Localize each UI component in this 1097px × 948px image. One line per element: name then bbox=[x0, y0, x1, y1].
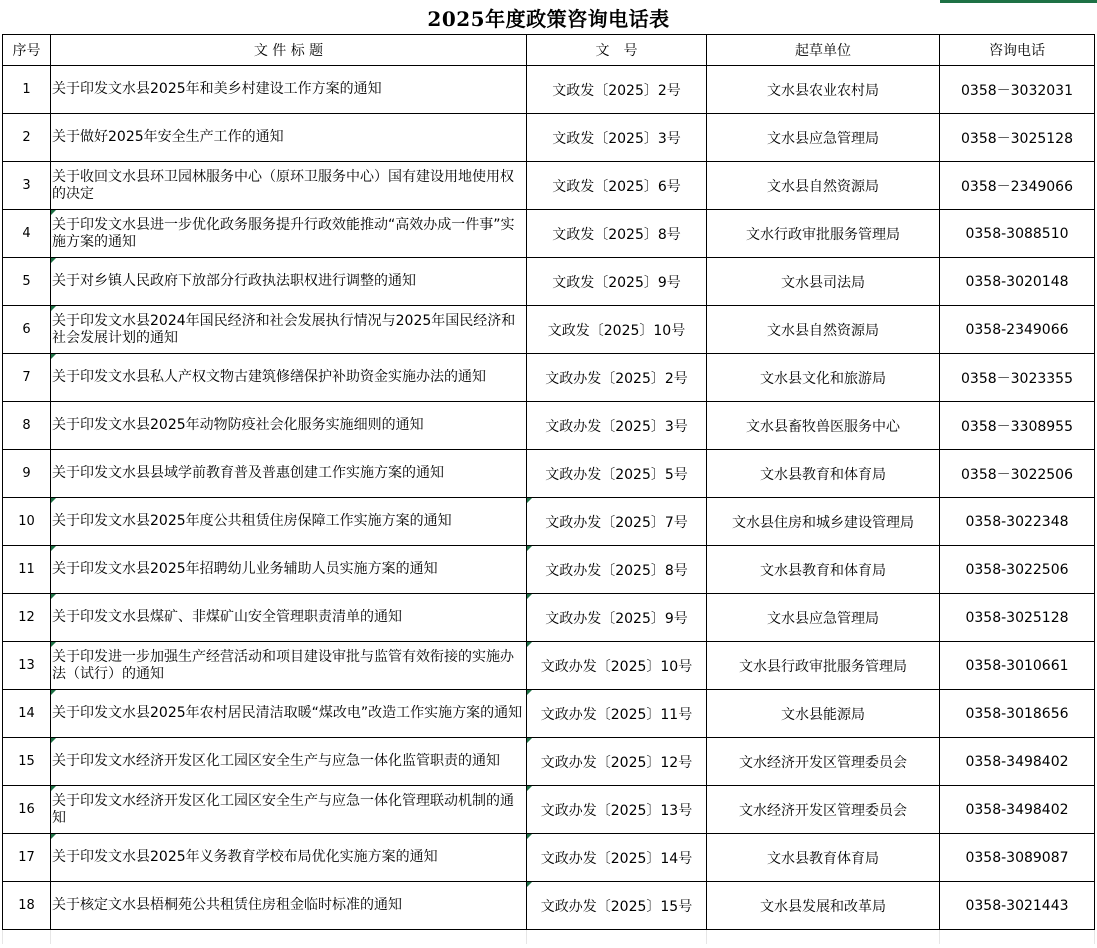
row-phone[interactable] bbox=[940, 594, 1095, 642]
row-index[interactable] bbox=[3, 834, 51, 882]
row-drafter[interactable] bbox=[707, 786, 940, 834]
row-doc-no[interactable] bbox=[527, 258, 707, 306]
row-drafter[interactable] bbox=[707, 354, 940, 402]
row-index-text: 1 bbox=[22, 82, 31, 97]
row-doc-title[interactable] bbox=[51, 306, 527, 354]
row-phone[interactable] bbox=[940, 834, 1095, 882]
row-drafter[interactable] bbox=[707, 546, 940, 594]
row-phone-text: 0358－3025128 bbox=[961, 130, 1073, 147]
row-index-text: 15 bbox=[18, 754, 35, 769]
row-index[interactable] bbox=[3, 402, 51, 450]
row-doc-title-text: 关于印发文水县2024年国民经济和社会发展执行情况与2025年国民经济和社会发展计划的通知 bbox=[52, 312, 516, 346]
row-index-text: 2 bbox=[22, 130, 31, 145]
row-doc-title[interactable] bbox=[51, 738, 527, 786]
row-drafter-text: 文水县司法局 bbox=[781, 274, 865, 291]
row-phone-text: 0358-3022506 bbox=[965, 561, 1069, 578]
sheet-title: 2025年度政策咨询电话表 bbox=[427, 7, 670, 31]
empty-cell[interactable] bbox=[707, 930, 940, 945]
row-doc-title-text: 关于印发文水县2025年动物防疫社会化服务实施细则的通知 bbox=[52, 417, 424, 433]
cell-indicator-icon bbox=[527, 882, 532, 887]
cell-indicator-icon bbox=[51, 258, 56, 263]
row-index[interactable] bbox=[3, 306, 51, 354]
row-drafter-text: 文水县住房和城乡建设管理局 bbox=[732, 514, 914, 531]
row-doc-no[interactable] bbox=[527, 498, 707, 546]
row-phone[interactable] bbox=[940, 786, 1095, 834]
row-doc-no-text: 文政发〔2025〕10号 bbox=[547, 322, 686, 339]
row-doc-title[interactable] bbox=[51, 450, 527, 498]
header-drafter[interactable]: 起草单位 bbox=[707, 35, 940, 66]
row-phone[interactable] bbox=[940, 690, 1095, 738]
row-index-text: 12 bbox=[18, 610, 35, 625]
row-doc-no-text: 文政办发〔2025〕10号 bbox=[540, 658, 693, 675]
cell-indicator-icon bbox=[527, 498, 532, 503]
row-index-text: 13 bbox=[18, 658, 35, 673]
table-row bbox=[3, 594, 1095, 642]
row-doc-no[interactable] bbox=[527, 546, 707, 594]
header-doc-title[interactable]: 文 件 标 题 bbox=[51, 35, 527, 66]
row-index-text: 17 bbox=[18, 850, 35, 865]
row-phone-text: 0358-3022348 bbox=[965, 513, 1069, 530]
row-doc-no-text: 文政办发〔2025〕14号 bbox=[540, 850, 693, 867]
row-doc-no[interactable] bbox=[527, 594, 707, 642]
row-doc-no-text: 文政办发〔2025〕7号 bbox=[545, 514, 688, 531]
cell-indicator-icon bbox=[527, 642, 532, 647]
cell-indicator-icon bbox=[527, 738, 532, 743]
row-index[interactable] bbox=[3, 210, 51, 258]
row-drafter-text: 文水经济开发区管理委员会 bbox=[739, 802, 907, 819]
row-index[interactable] bbox=[3, 594, 51, 642]
row-doc-no-text: 文政发〔2025〕3号 bbox=[552, 130, 681, 147]
row-doc-title-text: 关于做好2025年安全生产工作的通知 bbox=[52, 129, 284, 145]
row-doc-title[interactable] bbox=[51, 162, 527, 210]
row-phone-text: 0358-3498402 bbox=[965, 753, 1069, 770]
row-doc-title-text: 关于印发文水县煤矿、非煤矿山安全管理职责清单的通知 bbox=[52, 609, 402, 625]
row-index-text: 8 bbox=[22, 418, 31, 433]
row-doc-title[interactable] bbox=[51, 498, 527, 546]
row-doc-no[interactable] bbox=[527, 450, 707, 498]
cell-indicator-icon bbox=[51, 738, 56, 743]
table-body bbox=[3, 66, 1095, 945]
row-index[interactable] bbox=[3, 114, 51, 162]
header-row bbox=[3, 35, 1095, 66]
table-row bbox=[3, 786, 1095, 834]
row-index-text: 14 bbox=[18, 706, 35, 721]
row-phone[interactable] bbox=[940, 162, 1095, 210]
table-row bbox=[3, 642, 1095, 690]
row-doc-title[interactable] bbox=[51, 642, 527, 690]
row-doc-no[interactable] bbox=[527, 738, 707, 786]
row-doc-title-text: 关于印发文水县2025年义务教育学校布局优化实施方案的通知 bbox=[52, 849, 438, 865]
row-doc-title-text: 关于印发文水县2025年和美乡村建设工作方案的通知 bbox=[52, 81, 382, 97]
header-doc-no[interactable]: 文 号 bbox=[527, 35, 707, 66]
row-doc-title[interactable] bbox=[51, 690, 527, 738]
row-drafter-text: 文水县教育和体育局 bbox=[760, 562, 886, 579]
row-phone-text: 0358-3088510 bbox=[965, 225, 1069, 242]
row-doc-no[interactable] bbox=[527, 66, 707, 114]
row-drafter[interactable] bbox=[707, 834, 940, 882]
row-phone[interactable] bbox=[940, 402, 1095, 450]
row-doc-no-text: 文政发〔2025〕2号 bbox=[552, 82, 681, 99]
row-drafter-text: 文水县自然资源局 bbox=[767, 322, 879, 339]
cell-indicator-icon bbox=[51, 594, 56, 599]
table-row bbox=[3, 690, 1095, 738]
row-index[interactable] bbox=[3, 66, 51, 114]
row-doc-no[interactable] bbox=[527, 786, 707, 834]
row-doc-title[interactable] bbox=[51, 834, 527, 882]
row-drafter[interactable] bbox=[707, 258, 940, 306]
row-drafter[interactable] bbox=[707, 114, 940, 162]
cell-indicator-icon bbox=[527, 594, 532, 599]
cell-indicator-icon bbox=[51, 786, 56, 791]
table-row bbox=[3, 210, 1095, 258]
row-doc-title[interactable] bbox=[51, 786, 527, 834]
table-row bbox=[3, 498, 1095, 546]
row-phone-text: 0358－3022506 bbox=[961, 466, 1073, 483]
row-doc-no[interactable] bbox=[527, 210, 707, 258]
row-drafter-text: 文水县应急管理局 bbox=[767, 610, 879, 627]
row-phone[interactable] bbox=[940, 354, 1095, 402]
row-doc-no-text: 文政办发〔2025〕9号 bbox=[545, 610, 688, 627]
row-index[interactable] bbox=[3, 162, 51, 210]
header-index[interactable]: 序号 bbox=[3, 35, 51, 66]
row-doc-no[interactable] bbox=[527, 306, 707, 354]
row-doc-no-text: 文政发〔2025〕6号 bbox=[552, 178, 681, 195]
row-doc-no-text: 文政办发〔2025〕15号 bbox=[540, 898, 693, 915]
cell-indicator-icon bbox=[527, 786, 532, 791]
cell-indicator-icon bbox=[527, 834, 532, 839]
row-doc-title[interactable] bbox=[51, 114, 527, 162]
row-index-text: 7 bbox=[22, 370, 31, 385]
row-drafter[interactable] bbox=[707, 738, 940, 786]
table-row bbox=[3, 66, 1095, 114]
row-drafter[interactable] bbox=[707, 594, 940, 642]
row-phone[interactable] bbox=[940, 498, 1095, 546]
empty-cell[interactable] bbox=[940, 930, 1095, 945]
row-phone[interactable] bbox=[940, 546, 1095, 594]
row-doc-no-text: 文政发〔2025〕9号 bbox=[552, 274, 681, 291]
row-drafter-text: 文水行政审批服务管理局 bbox=[746, 226, 900, 243]
row-phone[interactable] bbox=[940, 258, 1095, 306]
row-doc-title[interactable] bbox=[51, 402, 527, 450]
row-doc-title-text: 关于印发文水经济开发区化工园区安全生产与应急一体化监管职责的通知 bbox=[52, 753, 500, 769]
row-doc-no-text: 文政办发〔2025〕8号 bbox=[545, 562, 688, 579]
row-index-text: 10 bbox=[18, 514, 35, 529]
row-doc-no[interactable] bbox=[527, 642, 707, 690]
row-phone-text: 0358-3010661 bbox=[965, 657, 1069, 674]
empty-cell[interactable] bbox=[527, 930, 707, 945]
row-doc-no-text: 文政办发〔2025〕3号 bbox=[545, 418, 688, 435]
row-phone[interactable] bbox=[940, 306, 1095, 354]
policy-phone-table bbox=[2, 34, 1095, 944]
row-phone[interactable] bbox=[940, 882, 1095, 930]
row-doc-title[interactable] bbox=[51, 258, 527, 306]
row-phone-text: 0358-3089087 bbox=[965, 849, 1069, 866]
row-drafter-text: 文水县行政审批服务管理局 bbox=[739, 658, 907, 675]
row-doc-no[interactable] bbox=[527, 354, 707, 402]
row-doc-title-text: 关于印发文水经济开发区化工园区安全生产与应急一体化管理联动机制的通知 bbox=[52, 792, 514, 826]
row-drafter-text: 文水县教育体育局 bbox=[767, 850, 879, 867]
row-phone-text: 0358-2349066 bbox=[965, 321, 1069, 338]
row-phone-text: 0358-3020148 bbox=[965, 273, 1069, 290]
row-doc-no[interactable] bbox=[527, 834, 707, 882]
row-index[interactable] bbox=[3, 354, 51, 402]
row-doc-no[interactable] bbox=[527, 402, 707, 450]
row-doc-no-text: 文政办发〔2025〕11号 bbox=[540, 706, 693, 723]
row-doc-no[interactable] bbox=[527, 162, 707, 210]
row-index-text: 3 bbox=[22, 178, 31, 193]
row-drafter-text: 文水县发展和改革局 bbox=[760, 898, 886, 915]
row-doc-no-text: 文政办发〔2025〕2号 bbox=[545, 370, 688, 387]
table-row bbox=[3, 450, 1095, 498]
row-doc-no-text: 文政发〔2025〕8号 bbox=[552, 226, 681, 243]
table-row bbox=[3, 834, 1095, 882]
cell-indicator-icon bbox=[527, 690, 532, 695]
row-drafter[interactable] bbox=[707, 66, 940, 114]
row-index-text: 11 bbox=[18, 562, 35, 577]
row-phone[interactable] bbox=[940, 114, 1095, 162]
row-drafter-text: 文水县文化和旅游局 bbox=[760, 370, 886, 387]
cell-indicator-icon bbox=[51, 354, 56, 359]
row-phone-text: 0358-3021443 bbox=[965, 897, 1069, 914]
table-row bbox=[3, 114, 1095, 162]
row-index[interactable] bbox=[3, 690, 51, 738]
row-doc-no[interactable] bbox=[527, 114, 707, 162]
row-index[interactable] bbox=[3, 498, 51, 546]
row-index[interactable] bbox=[3, 546, 51, 594]
row-phone[interactable] bbox=[940, 642, 1095, 690]
table-row bbox=[3, 258, 1095, 306]
cell-indicator-icon bbox=[51, 834, 56, 839]
table-row bbox=[3, 306, 1095, 354]
row-drafter[interactable] bbox=[707, 690, 940, 738]
row-doc-no[interactable] bbox=[527, 882, 707, 930]
cell-indicator-icon bbox=[51, 498, 56, 503]
row-doc-title[interactable] bbox=[51, 210, 527, 258]
row-drafter[interactable] bbox=[707, 210, 940, 258]
row-phone-text: 0358-3025128 bbox=[965, 609, 1069, 626]
row-index-text: 9 bbox=[22, 466, 31, 481]
row-phone-text: 0358-3018656 bbox=[965, 705, 1069, 722]
row-drafter-text: 文水县自然资源局 bbox=[767, 178, 879, 195]
row-phone-text: 0358-3498402 bbox=[965, 801, 1069, 818]
row-phone-text: 0358－3308955 bbox=[961, 418, 1073, 435]
row-doc-title-text: 关于印发文水县进一步优化政务服务提升行政效能推动“高效办成一件事”实施方案的通知 bbox=[52, 216, 515, 250]
row-doc-no-text: 文政办发〔2025〕5号 bbox=[545, 466, 688, 483]
row-doc-title[interactable] bbox=[51, 66, 527, 114]
empty-cell[interactable] bbox=[3, 930, 51, 945]
row-index-text: 16 bbox=[18, 802, 35, 817]
row-doc-title-text: 关于印发进一步加强生产经营活动和项目建设审批与监管有效衔接的实施办法（试行）的通知 bbox=[52, 648, 514, 682]
row-drafter-text: 文水县教育和体育局 bbox=[760, 466, 886, 483]
row-index-text: 6 bbox=[22, 322, 31, 337]
table-row bbox=[3, 546, 1095, 594]
row-drafter[interactable] bbox=[707, 882, 940, 930]
row-doc-title[interactable] bbox=[51, 594, 527, 642]
row-phone[interactable] bbox=[940, 210, 1095, 258]
row-doc-no-text: 文政办发〔2025〕12号 bbox=[540, 754, 693, 771]
row-drafter[interactable] bbox=[707, 498, 940, 546]
table-row bbox=[3, 354, 1095, 402]
row-phone-text: 0358－3023355 bbox=[961, 370, 1073, 387]
row-phone[interactable] bbox=[940, 450, 1095, 498]
row-doc-title[interactable] bbox=[51, 354, 527, 402]
empty-cell[interactable] bbox=[51, 930, 527, 945]
row-doc-title[interactable] bbox=[51, 546, 527, 594]
row-index[interactable] bbox=[3, 450, 51, 498]
row-drafter[interactable] bbox=[707, 642, 940, 690]
row-doc-no[interactable] bbox=[527, 690, 707, 738]
row-doc-title-text: 关于印发文水县2025年度公共租赁住房保障工作实施方案的通知 bbox=[52, 513, 452, 529]
cell-indicator-icon bbox=[51, 642, 56, 647]
table-row bbox=[3, 162, 1095, 210]
row-doc-title-text: 关于印发文水县私人产权文物古建筑修缮保护补助资金实施办法的通知 bbox=[52, 369, 486, 385]
row-drafter-text: 文水县应急管理局 bbox=[767, 130, 879, 147]
row-doc-title-text: 关于收回文水县环卫园林服务中心（原环卫服务中心）国有建设用地使用权的决定 bbox=[52, 168, 514, 202]
row-index-text: 4 bbox=[22, 226, 31, 241]
row-drafter[interactable] bbox=[707, 450, 940, 498]
table-row bbox=[3, 738, 1095, 786]
row-drafter[interactable] bbox=[707, 162, 940, 210]
row-doc-title-text: 关于印发文水县2025年农村居民清洁取暖“煤改电”改造工作实施方案的通知 bbox=[52, 705, 523, 721]
row-index-text: 18 bbox=[18, 898, 35, 913]
row-index[interactable] bbox=[3, 738, 51, 786]
row-index-text: 5 bbox=[22, 274, 31, 289]
row-drafter[interactable] bbox=[707, 402, 940, 450]
row-drafter-text: 文水经济开发区管理委员会 bbox=[739, 754, 907, 771]
row-doc-title[interactable] bbox=[51, 882, 527, 930]
row-doc-title-text: 关于印发文水县2025年招聘幼儿业务辅助人员实施方案的通知 bbox=[52, 561, 438, 577]
cell-indicator-icon bbox=[527, 546, 532, 551]
cell-indicator-icon bbox=[51, 210, 56, 215]
table-row bbox=[3, 402, 1095, 450]
row-phone[interactable] bbox=[940, 66, 1095, 114]
cell-indicator-icon bbox=[51, 546, 56, 551]
row-doc-no-text: 文政办发〔2025〕13号 bbox=[540, 802, 693, 819]
row-drafter-text: 文水县畜牧兽医服务中心 bbox=[746, 418, 900, 435]
row-doc-title-text: 关于对乡镇人民政府下放部分行政执法职权进行调整的通知 bbox=[52, 273, 416, 289]
row-phone-text: 0358－2349066 bbox=[961, 178, 1073, 195]
cell-indicator-icon bbox=[51, 690, 56, 695]
header-phone[interactable]: 咨询电话 bbox=[940, 35, 1095, 66]
empty-row bbox=[3, 930, 1095, 945]
row-index[interactable] bbox=[3, 786, 51, 834]
row-index[interactable] bbox=[3, 642, 51, 690]
row-phone-text: 0358－3032031 bbox=[961, 82, 1073, 99]
row-index[interactable] bbox=[3, 258, 51, 306]
row-drafter[interactable] bbox=[707, 306, 940, 354]
row-phone[interactable] bbox=[940, 738, 1095, 786]
row-doc-title-text: 关于核定文水县梧桐苑公共租赁住房租金临时标准的通知 bbox=[52, 897, 402, 913]
row-drafter-text: 文水县农业农村局 bbox=[767, 82, 879, 99]
cell-indicator-icon bbox=[51, 306, 56, 311]
row-index[interactable] bbox=[3, 882, 51, 930]
row-doc-title-text: 关于印发文水县县域学前教育普及普惠创建工作实施方案的通知 bbox=[52, 465, 444, 481]
table-row bbox=[3, 882, 1095, 930]
row-drafter-text: 文水县能源局 bbox=[781, 706, 865, 723]
